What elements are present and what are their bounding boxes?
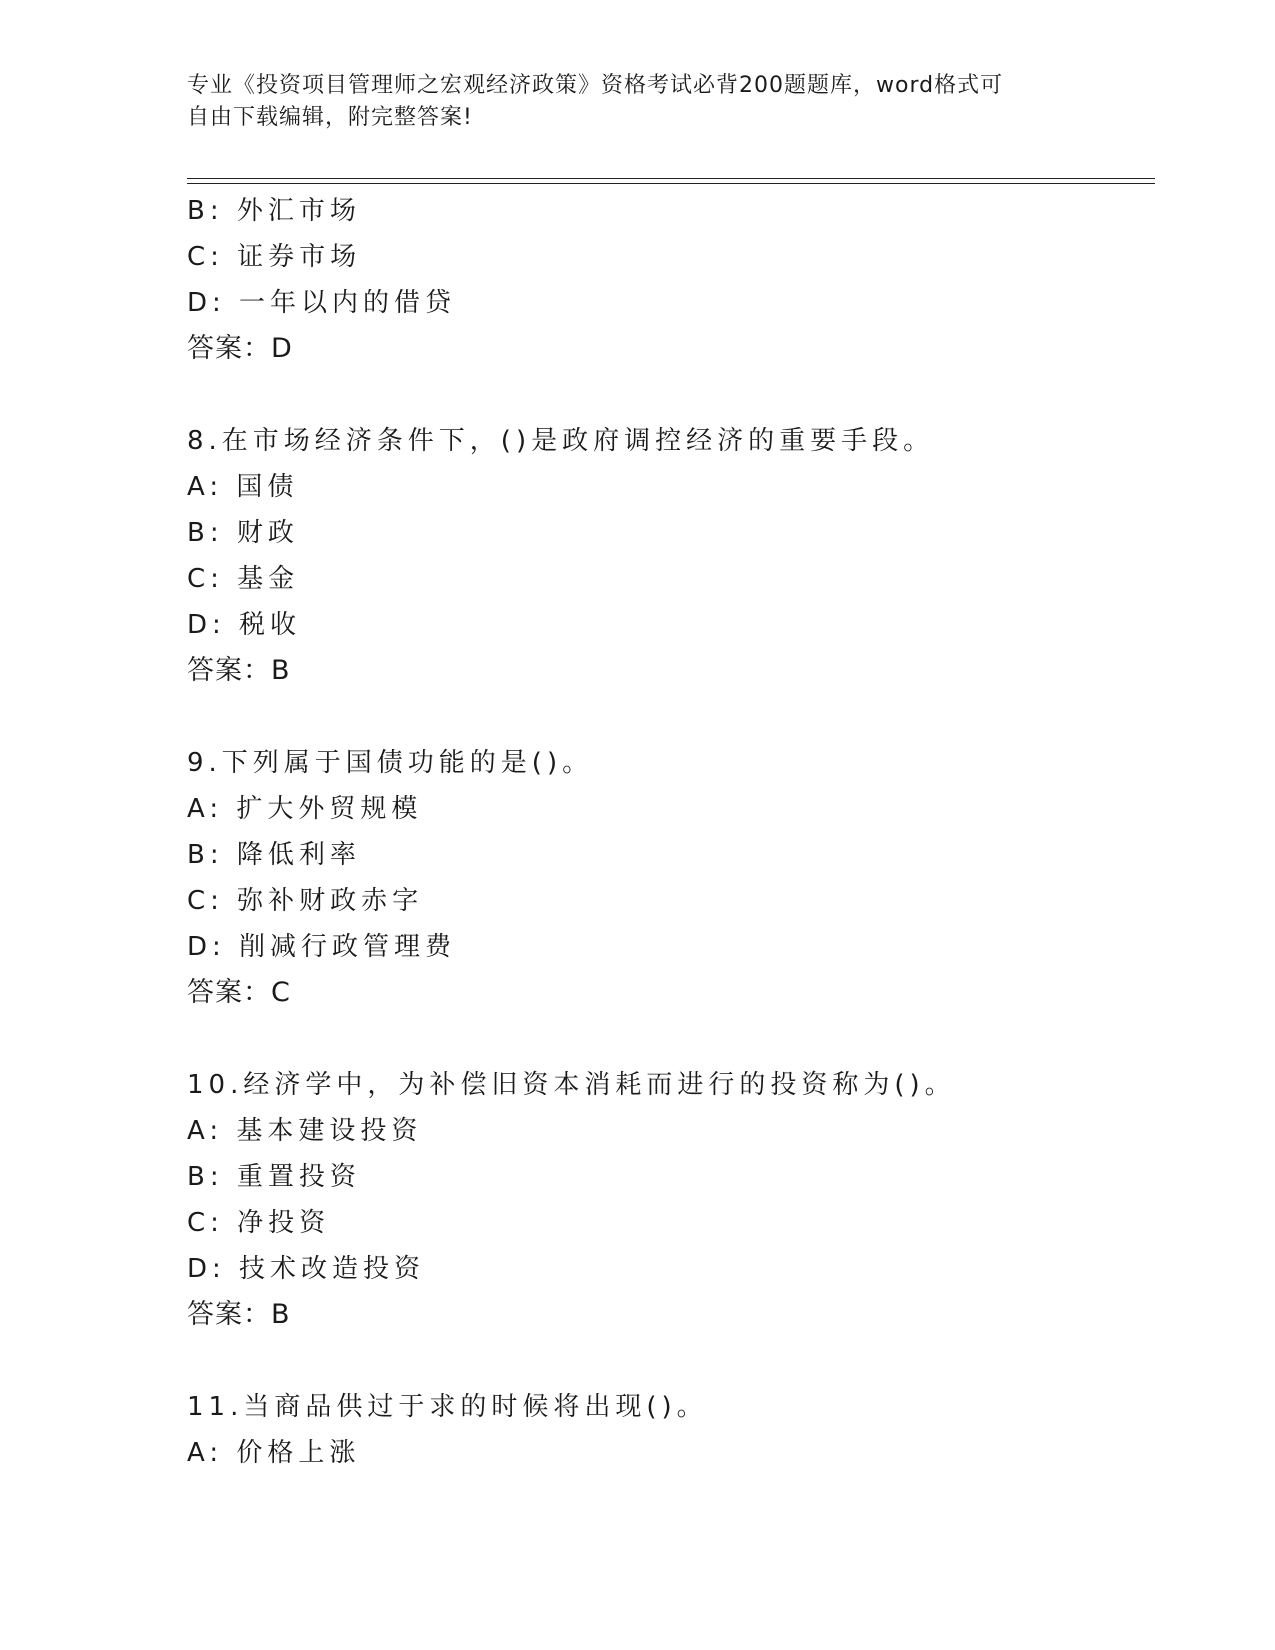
header-divider-top [187, 178, 1155, 179]
answer: 答案：D [187, 333, 293, 364]
spacer [187, 694, 1147, 740]
spacer [187, 1338, 1147, 1384]
header-line-1: 专业《投资项目管理师之宏观经济政策》资格考试必背200题题库，word格式可 [187, 73, 1004, 98]
spacer [187, 372, 1147, 418]
option-b: B: 外汇市场 [187, 196, 361, 226]
option-c: C: 基金 [187, 564, 300, 594]
option-d: D: 税收 [187, 610, 302, 640]
option-b: B: 财政 [187, 518, 299, 548]
question-text: 10.经济学中，为补偿旧资本消耗而进行的投资称为()。 [187, 1070, 956, 1100]
question-11 [187, 1384, 1147, 1476]
question-8 [187, 418, 1147, 694]
header-divider-bottom [187, 183, 1155, 184]
option-d: D: 削减行政管理费 [187, 932, 457, 962]
option-a: A: 价格上涨 [187, 1438, 361, 1468]
question-7 [187, 188, 1147, 372]
option-c: C: 弥补财政赤字 [187, 886, 424, 916]
question-text: 8.在市场经济条件下，()是政府调控经济的重要手段。 [187, 426, 935, 456]
answer: 答案：B [187, 655, 291, 686]
option-b: B: 重置投资 [187, 1162, 361, 1192]
question-list [187, 188, 1147, 1476]
spacer [187, 1016, 1147, 1062]
question-text: 9.下列属于国债功能的是()。 [187, 748, 594, 778]
option-c: C: 净投资 [187, 1208, 331, 1238]
document-header [187, 70, 1087, 134]
answer: 答案：B [187, 1299, 291, 1330]
option-d: D: 技术改造投资 [187, 1254, 426, 1284]
question-9 [187, 740, 1147, 1016]
answer: 答案：C [187, 977, 291, 1008]
question-text: 11.当商品供过于求的时候将出现()。 [187, 1392, 708, 1422]
option-a: A: 基本建设投资 [187, 1116, 423, 1146]
option-d: D: 一年以内的借贷 [187, 288, 457, 318]
option-a: A: 扩大外贸规模 [187, 794, 423, 824]
option-a: A: 国债 [187, 472, 299, 502]
header-line-2: 自由下载编辑，附完整答案! [187, 105, 473, 130]
question-10 [187, 1062, 1147, 1338]
option-c: C: 证券市场 [187, 242, 362, 272]
option-b: B: 降低利率 [187, 840, 361, 870]
